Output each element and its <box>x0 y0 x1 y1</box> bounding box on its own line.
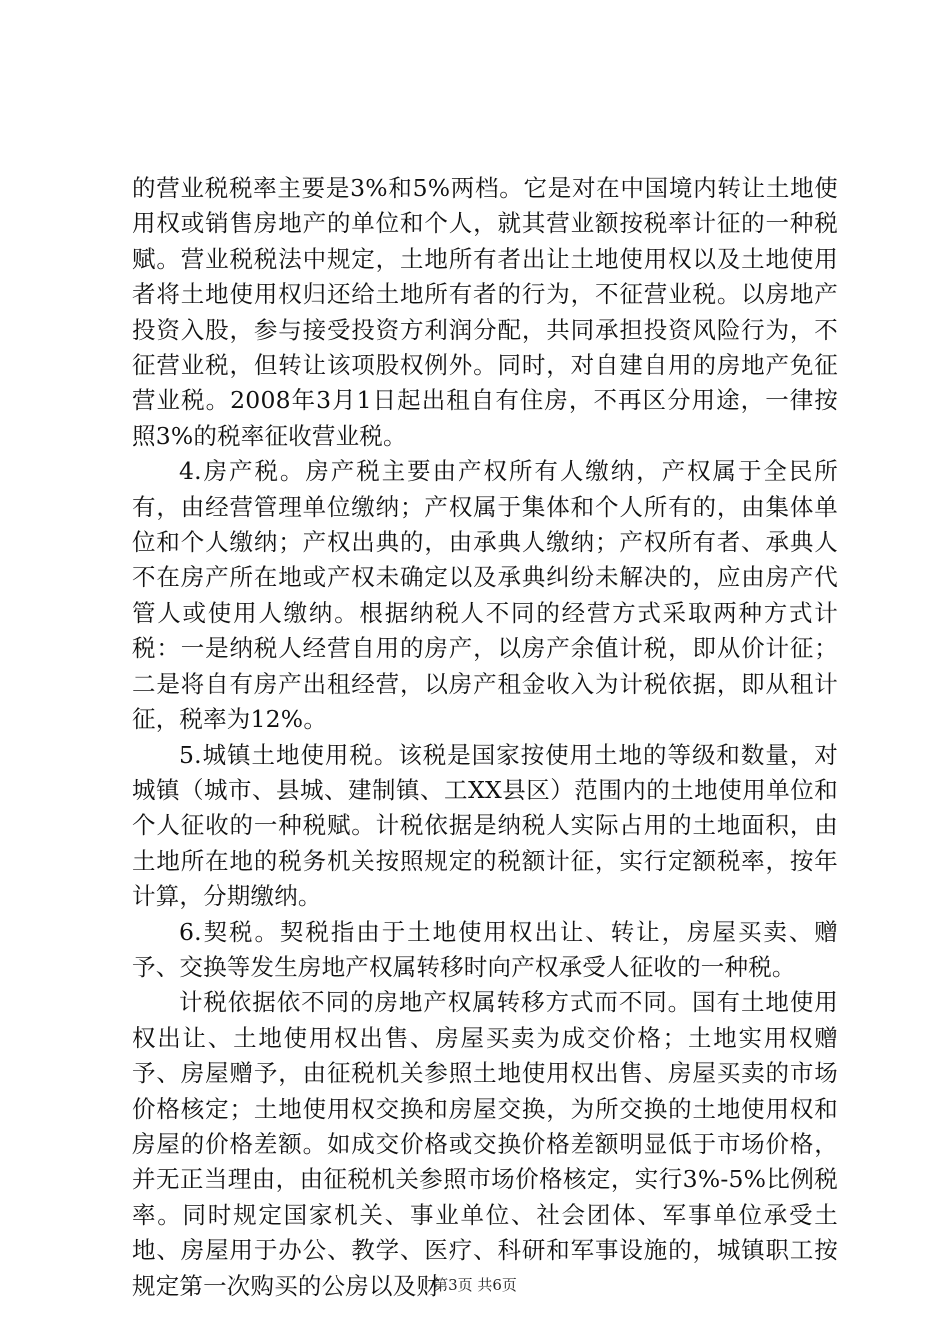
paragraph-tax-basis: 计税依据依不同的房地产权属转移方式而不同。国有土地使用权出让、土地使用权出售、房屋买卖为成交价格；土地实用权赠予、房屋赠予，由征税机关参照土地使用权出售、房屋买卖的市场价格核定；土地使用权交换和房屋交换，为所交换的土地使用权和房屋的价格差额。如成交价格或交换价格差额明显低于市场价格，并无正当理由，由征税机关参照市场价格核定，实行3%-5%比例税率。同时规定国家机关、事业单位、社会团体、军事单位承受土地、房屋用于办公、教学、医疗、科研和军事设施的，城镇职工按规定第一次购买的公房以及财 <box>132 988 838 1300</box>
paragraph-property-tax: 4.房产税。房产税主要由产权所有人缴纳，产权属于全民所有，由经营管理单位缴纳；产权属于集体和个人所有的，由集体单位和个人缴纳；产权出典的，由承典人缴纳；产权所有者、承典人不在房产所在地或产权未确定以及承典纠纷未解决的，应由房产代管人或使用人缴纳。根据纳税人不同的经营方式采取两种方式计税：一是纳税人经营自用的房产，以房产余值计税，即从价计征；二是将自有房产出租经营，以房产租金收入为计税依据，即从租计征，税率为12%。 <box>132 457 838 734</box>
document-body <box>132 171 838 1304</box>
page-number-footer: 第3页 共6页 <box>433 1276 517 1294</box>
paragraph-deed-tax: 6.契税。契税指由于土地使用权出让、转让，房屋买卖、赠予、交换等发生房地产权属转移时向产权承受人征收的一种税。 <box>132 917 838 981</box>
paragraph-business-tax: 的营业税税率主要是3%和5%两档。它是对在中国境内转让土地使用权或销售房地产的单位和个人，就其营业额按税率计征的一种税赋。营业税税法中规定，土地所有者出让土地使用权以及土地使用者将土地使用权归还给土地所有者的行为，不征营业税。以房地产投资入股，参与接受投资方利润分配，共同承担投资风险行为，不征营业税，但转让该项股权例外。同时，对自建自用的房地产免征营业税。2008年3月1日起出租自有住房，不再区分用途，一律按照3%的税率征收营业税。 <box>132 174 838 450</box>
paragraph-land-use-tax: 5.城镇土地使用税。该税是国家按使用土地的等级和数量，对城镇（城市、县城、建制镇、工XX县区）范围内的土地使用单位和个人征收的一种税赋。计税依据是纳税人实际占用的土地面积，由土地所在地的税务机关按照规定的税额计征，实行定额税率，按年计算，分期缴纳。 <box>132 740 838 911</box>
